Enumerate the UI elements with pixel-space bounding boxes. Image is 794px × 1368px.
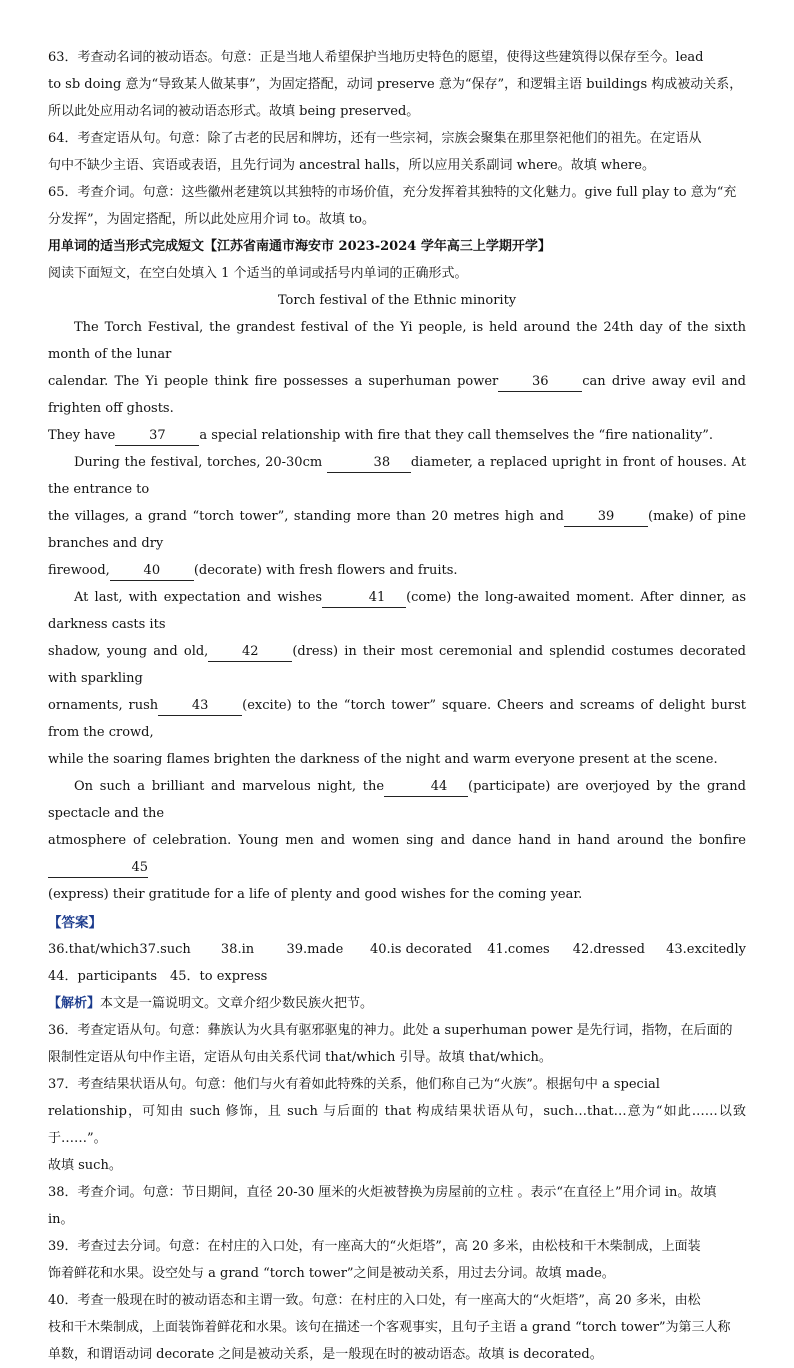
answer-64-line: 64．考查定语从句。句意：除了古老的民居和牌坊，还有一些宗祠，宗族会聚集在那里祭祀他们的祖先。在定语从 — [48, 131, 702, 146]
passage-line: (express) their gratitude for a life of plenty and good wishes for the coming year. — [48, 887, 583, 902]
analysis-summary: 本文是一篇说明文。文章介绍少数民族火把节。 — [100, 996, 374, 1011]
passage-line: On such a brilliant and marvelous night, the 44 (participate) are overjoyed by the grand spectacle and the — [48, 779, 746, 821]
analysis-40: 40．考查一般现在时的被动语态和主谓一致。句意：在村庄的入口处，有一座高大的“火炬塔”，高 20 多米，由松 — [48, 1293, 701, 1308]
blank-40[interactable]: 40 — [110, 562, 194, 581]
section-title: 用单词的适当形式完成短文 — [48, 239, 205, 254]
answer-item: 44．participants — [48, 969, 157, 984]
answer-63-line: 所以此处应用动名词的被动语态形式。故填 being preserved。 — [48, 104, 420, 119]
answer-item: 42.dressed — [572, 942, 645, 957]
passage-line: atmosphere of celebration. Young men and women sing and dance hand in hand around the bonfire45 — [48, 827, 746, 881]
answers-row — [48, 963, 746, 990]
answer-item: 41.comes — [487, 942, 550, 957]
answer-65-line: 分发挥”，为固定搭配，所以此处应用介词 to。故填 to。 — [48, 212, 376, 227]
answer-item: 39.made — [286, 942, 344, 957]
answer-63-line: 63．考查动名词的被动语态。句意：正是当地人希望保护当地历史特色的愿望，使得这些建筑得以保存至今。lead — [48, 50, 704, 65]
analysis-36: 限制性定语从句中作主语，定语从句由关系代词 that/which 引导。故填 that/which。 — [48, 1050, 552, 1065]
section-header — [48, 233, 746, 260]
answer-item: 38.in — [220, 942, 255, 957]
answer-65-line: 65．考查介词。句意：这些徽州老建筑以其独特的市场价值，充分发挥着其独特的文化魅力。give full play to 意为“充 — [48, 185, 737, 200]
passage-line: calendar. The Yi people think fire possesses a superhuman power 36 can drive away evil and frighten off ghosts. — [48, 374, 747, 416]
blank-42[interactable]: 42 — [208, 643, 292, 662]
analysis-39: 39．考查过去分词。句意：在村庄的入口处，有一座高大的“火炬塔”，高 20 多米，由松枝和干木柴制成，上面装 — [48, 1239, 701, 1254]
analysis-37: 故填 such。 — [48, 1158, 122, 1173]
passage-line: They have 37 a special relationship with fire that they call themselves the “fire nationality”. — [48, 422, 746, 449]
answer-item: 37.such — [139, 942, 191, 957]
blank-37[interactable]: 37 — [115, 427, 199, 446]
analysis-40: 单数，和谓语动词 decorate 之间是被动关系，是一般现在时的被动语态。故填 is decorated。 — [48, 1347, 603, 1362]
analysis-heading: 【解析】 — [48, 996, 101, 1011]
passage-line: The Torch Festival, the grandest festival of the Yi people, is held around the 24th day of the sixth month of the lunar — [48, 320, 746, 362]
section-instruction: 阅读下面短文，在空白处填入 1 个适当的单词或括号内单词的正确形式。 — [48, 266, 468, 281]
passage-line: At last, with expectation and wishes 41 (come) the long-awaited moment. After dinner, as darkness casts its — [48, 590, 746, 632]
passage-line: the villages, a grand “torch tower”, standing more than 20 metres high and 39 (make) of pine branches and dry — [48, 509, 746, 551]
answer-item: 36.that/which — [48, 942, 139, 957]
analysis-38: in。 — [48, 1212, 74, 1227]
blank-45[interactable]: 45 — [48, 859, 148, 878]
analysis-37: relationship，可知由 such 修饰，且 such 与后面的 that 构成结果状语从句，such…that…意为“如此……以致于……”。 — [48, 1104, 746, 1146]
passage-line: firewood, 40 (decorate) with fresh flowers and fruits. — [48, 557, 746, 584]
blank-36[interactable]: 36 — [498, 373, 582, 392]
passage-line: During the festival, torches, 20-30cm 38 diameter, a replaced upright in front of houses. At the entrance to — [48, 455, 746, 497]
analysis-38: 38．考查介词。句意：节日期间，直径 20-30 厘米的火炬被替换为房屋前的立柱 。表示“在直径上”用介词 in。故填 — [48, 1185, 717, 1200]
analysis-40: 枝和干木柴制成，上面装饰着鲜花和水果。该句在描述一个客观事实，且句子主语 a grand “torch tower”为第三人称 — [48, 1320, 731, 1335]
answer-item: 43.excitedly — [666, 942, 746, 957]
blank-41[interactable]: 41 — [322, 589, 406, 608]
answer-item: 45．to express — [170, 969, 268, 984]
blank-44[interactable]: 44 — [384, 778, 468, 797]
analysis-summary-line — [48, 990, 746, 1017]
answer-63-line: to sb doing 意为“导致某人做某事”，为固定搭配，动词 preserve 意为“保存”，和逻辑主语 buildings 构成被动关系， — [48, 77, 743, 92]
analysis-37: 37．考查结果状语从句。句意：他们与火有着如此特殊的关系，他们称自己为“火族”。根据句中 a special — [48, 1077, 660, 1092]
document-page — [48, 44, 746, 1368]
passage-line: ornaments, rush 43 (excite) to the “torch tower” square. Cheers and screams of delight burst from the crowd, — [48, 698, 746, 740]
analysis-39: 饰着鲜花和水果。设空处与 a grand “torch tower”之间是被动关系，用过去分词。故填 made。 — [48, 1266, 615, 1281]
passage-line: while the soaring flames brighten the darkness of the night and warm everyone present at the scene. — [48, 752, 718, 767]
passage-line: shadow, young and old, 42 (dress) in their most ceremonial and splendid costumes decorated with sparkling — [48, 644, 746, 686]
blank-43[interactable]: 43 — [158, 697, 242, 716]
passage-title: Torch festival of the Ethnic minority — [277, 293, 517, 308]
blank-38[interactable]: 38 — [327, 454, 411, 473]
analysis-36: 36．考查定语从句。句意：彝族认为火具有驱邪驱鬼的神力。此处 a superhuman power 是先行词，指物，在后面的 — [48, 1023, 733, 1038]
answers-heading: 【答案】 — [48, 915, 102, 931]
section-source: 【江苏省南通市海安市 2023-2024 学年高三上学期开学】 — [204, 239, 551, 254]
answer-64-line: 句中不缺少主语、宾语或表语，且先行词为 ancestral halls，所以应用关系副词 where。故填 where。 — [48, 158, 655, 173]
answer-item: 40.is decorated — [369, 942, 472, 957]
answers-row — [48, 936, 746, 963]
blank-39[interactable]: 39 — [564, 508, 648, 527]
